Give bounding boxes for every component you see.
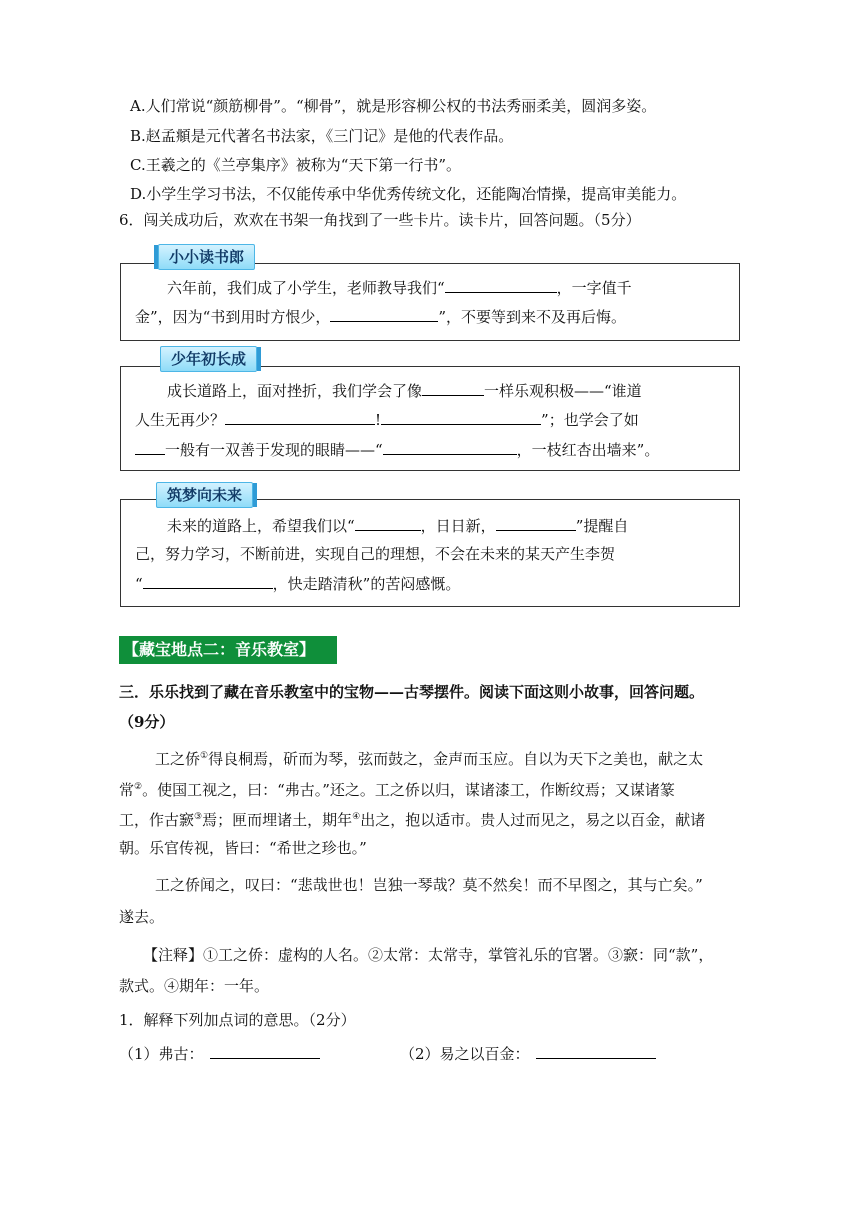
- card-growing: [120, 366, 740, 471]
- passage-line-3: [119, 807, 705, 830]
- question-1-part-2-label: （2）易之以百金：: [400, 1045, 530, 1063]
- question-1-part-2: [400, 1043, 656, 1064]
- card-growing-tab-label: 少年初长成: [171, 350, 247, 368]
- card-growing-line-1: [167, 380, 642, 401]
- answer-blank[interactable]: [330, 306, 438, 322]
- card-dreams-text-1c: ”提醒自: [575, 517, 629, 535]
- card-reading-text-1b: ，一字值千: [556, 279, 632, 297]
- card-reading-text-2b: ”，不要等到来不及再后悔。: [438, 308, 627, 326]
- card-reading-text-1a: 六年前，我们成了小学生，老师教导我们“: [167, 279, 445, 297]
- card-reading: [120, 263, 740, 341]
- card-reading-tab-label: 小小读书郎: [169, 248, 245, 266]
- card-growing-text-3a: 一般有一双善于发现的眼睛——“: [165, 441, 383, 459]
- option-c: C.王羲之的《兰亭集序》被称为“天下第一行书”。: [130, 156, 462, 174]
- card-growing-text-1b: 一样乐观积极——“谁道: [484, 382, 642, 400]
- answer-blank[interactable]: [496, 515, 576, 531]
- passage-line-6: 遂去。: [119, 908, 165, 926]
- question-1-part-1: [119, 1043, 320, 1064]
- question-6: 6．闯关成功后，欢欢在书架一角找到了一些卡片。读卡片，回答问题。（5分）: [119, 211, 641, 229]
- option-b: B.赵孟頫是元代著名书法家，《三门记》是他的代表作品。: [130, 127, 514, 145]
- card-growing-line-2: [135, 409, 639, 430]
- section-banner: 【藏宝地点二：音乐教室】: [119, 636, 337, 664]
- answer-blank[interactable]: [210, 1043, 320, 1059]
- card-dreams-line-1: [167, 515, 628, 536]
- section-3-title: 三．乐乐找到了藏在音乐教室中的宝物——古琴摆件。阅读下面这则小故事，回答问题。: [119, 683, 705, 701]
- passage-text: 工，作古窾: [119, 811, 195, 829]
- answer-blank[interactable]: [225, 409, 375, 425]
- answer-blank[interactable]: [383, 439, 517, 455]
- card-growing-tab: [160, 346, 257, 372]
- card-dreams-text-1b: ，日日新，: [420, 517, 496, 535]
- option-a: A.人们常说“颜筋柳骨”。“柳骨”，就是形容柳公权的书法秀丽柔美，圆润多姿。: [130, 97, 657, 115]
- passage-text: 常: [119, 781, 135, 799]
- answer-blank[interactable]: [355, 515, 421, 531]
- passage-text: 得良桐焉，斫而为琴，弦而鼓之，金声而玉应。自以为天下之美也，献之太: [208, 750, 704, 768]
- answer-blank[interactable]: [143, 573, 273, 589]
- notes-line-2: 款式。④期年：一年。: [119, 977, 270, 995]
- card-dreams-text-3a: “: [135, 575, 143, 593]
- footnote-marker: ①: [200, 751, 209, 761]
- card-dreams-line-3: [135, 573, 460, 594]
- question-1: 1．解释下列加点词的意思。（2分）: [119, 1011, 356, 1029]
- card-dreams-text-3b: ，快走踏清秋”的苦闷感慨。: [272, 575, 461, 593]
- answer-blank[interactable]: [445, 277, 557, 293]
- notes-line-1: 【注释】①工之侨：虚构的人名。②太常：太常寺，掌管礼乐的官署。③窾：同“款”，: [143, 946, 714, 964]
- answer-blank[interactable]: [422, 380, 484, 396]
- tab-accent: [253, 483, 257, 507]
- card-growing-text-3b: ，一枝红杏出墙来”。: [516, 441, 660, 459]
- answer-blank[interactable]: [536, 1043, 656, 1059]
- option-d: D.小学生学习书法，不仅能传承中华优秀传统文化，还能陶冶情操，提高审美能力。: [130, 185, 687, 203]
- answer-blank[interactable]: [381, 409, 541, 425]
- card-reading-tab: [158, 244, 255, 270]
- passage-text: 。使国工视之，曰：“弗古。”还之。工之侨以归，谋诸漆工，作断纹焉；又谋诸篆: [142, 781, 675, 799]
- card-growing-text-2a: 人生无再少？: [135, 411, 226, 429]
- card-dreams-text-1a: 未来的道路上，希望我们以“: [167, 517, 355, 535]
- passage-text: 工之侨: [155, 750, 201, 768]
- tab-accent: [257, 347, 261, 371]
- answer-blank[interactable]: [135, 439, 165, 455]
- card-reading-line-1: [167, 277, 632, 298]
- footnote-marker: ③: [194, 812, 203, 822]
- passage-line-5: 工之侨闻之，叹曰：“悲哉世也！岂独一琴哉？莫不然矣！而不早图之，其与亡矣。”: [155, 876, 703, 894]
- passage-line-4: 朝。乐官传视，皆曰：“希世之珍也。”: [119, 839, 367, 857]
- card-dreams-tab-label: 筑梦向未来: [167, 486, 243, 504]
- card-growing-line-3: [135, 439, 659, 460]
- question-1-part-1-label: （1）弗古：: [119, 1045, 204, 1063]
- card-reading-line-2: [135, 306, 626, 327]
- passage-line-1: [155, 746, 703, 769]
- footnote-marker: ④: [352, 812, 361, 822]
- card-reading-text-2a: 金”，因为“书到用时方恨少，: [135, 308, 331, 326]
- card-growing-text-2c: ”；也学会了如: [541, 411, 639, 429]
- passage-text: 焉；匣而埋诸土，期年: [202, 811, 353, 829]
- card-dreams: [120, 499, 740, 607]
- tab-accent: [154, 245, 158, 269]
- footnote-marker: ②: [134, 782, 143, 792]
- card-dreams-tab: [156, 482, 253, 508]
- card-dreams-line-2: 己，努力学习，不断前进，实现自己的理想，不会在未来的某天产生李贺: [135, 545, 616, 563]
- section-3-score: （9分）: [119, 713, 175, 731]
- card-growing-text-2b: !: [375, 411, 382, 429]
- card-growing-text-1a: 成长道路上，面对挫折，我们学会了像: [167, 382, 423, 400]
- passage-text: 出之，抱以适市。贵人过而见之，易之以百金，献诸: [360, 811, 706, 829]
- passage-line-2: [119, 777, 675, 800]
